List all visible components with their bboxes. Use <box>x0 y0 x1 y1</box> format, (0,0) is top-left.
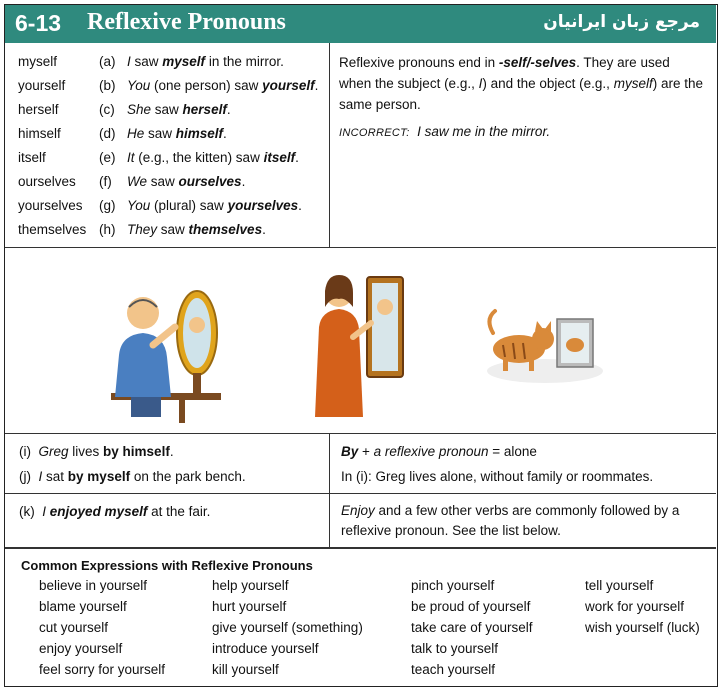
expression-item: tell yourself <box>585 578 654 593</box>
example-label: (f) <box>99 174 112 189</box>
pronoun-label: herself <box>18 102 59 117</box>
pronoun-label: itself <box>18 150 46 165</box>
example-label: (c) <box>99 102 115 117</box>
example-label: (a) <box>99 54 116 69</box>
section-title: Reflexive Pronouns <box>87 9 286 35</box>
expression-item: introduce yourself <box>212 641 319 656</box>
divider <box>5 247 716 248</box>
kitten-mirror-illustration <box>485 305 605 385</box>
pronoun-label: ourselves <box>18 174 76 189</box>
divider <box>5 493 716 494</box>
expression-item: blame yourself <box>39 599 127 614</box>
man-mirror-illustration <box>101 275 231 425</box>
expression-item: help yourself <box>212 578 289 593</box>
enjoy-explanation: Enjoy and a few other verbs are commonly followed by a reflexive pronoun. See the list below. <box>341 503 680 538</box>
page-frame <box>4 4 718 687</box>
expression-item: talk to yourself <box>411 641 499 656</box>
divider <box>329 43 330 248</box>
example-j: (j) I sat by myself on the park bench. <box>19 469 246 484</box>
example-sentence: You (one person) saw yourself. <box>127 78 319 93</box>
example-i: (i) Greg lives by himself. <box>19 444 174 459</box>
chart-header <box>5 5 716 43</box>
expression-item: give yourself (something) <box>212 620 363 635</box>
expression-item: take care of yourself <box>411 620 533 635</box>
example-label: (e) <box>99 150 116 165</box>
example-sentence: We saw ourselves. <box>127 174 246 189</box>
example-k: (k) I enjoyed myself at the fair. <box>19 504 211 519</box>
example-sentence: He saw himself. <box>127 126 227 141</box>
common-expressions-heading: Common Expressions with Reflexive Pronouns <box>21 558 313 573</box>
publisher-label: مرجع زبان ایرانیان <box>543 12 700 32</box>
by-explanation-detail: In (i): Greg lives alone, without family or roommates. <box>341 469 654 484</box>
expression-item: kill yourself <box>212 662 279 677</box>
example-sentence: They saw themselves. <box>127 222 266 237</box>
by-explanation: By + a reflexive pronoun = alone <box>341 444 537 459</box>
example-sentence: You (plural) saw yourselves. <box>127 198 302 213</box>
example-sentence: I saw myself in the mirror. <box>127 54 284 69</box>
divider <box>5 433 716 434</box>
section-number: 6-13 <box>15 10 62 36</box>
example-sentence: It (e.g., the kitten) saw itself. <box>127 150 299 165</box>
expression-item: hurt yourself <box>212 599 287 614</box>
explanation-reflexive: Reflexive pronouns end in -self/-selves. They are used when the subject (e.g., I) and the object (e.g., myself) are the same person. <box>339 55 703 112</box>
expression-item: pinch yourself <box>411 578 495 593</box>
woman-mirror-illustration <box>305 267 415 427</box>
divider <box>5 547 716 549</box>
expression-item: work for yourself <box>585 599 685 614</box>
incorrect-example: INCORRECT: I saw me in the mirror. <box>339 124 551 139</box>
example-label: (b) <box>99 78 116 93</box>
expression-item: cut yourself <box>39 620 109 635</box>
pronoun-label: themselves <box>18 222 87 237</box>
expression-item: believe in yourself <box>39 578 148 593</box>
example-label: (d) <box>99 126 116 141</box>
example-sentence: She saw herself. <box>127 102 231 117</box>
expression-item: enjoy yourself <box>39 641 123 656</box>
expression-item: be proud of yourself <box>411 599 531 614</box>
pronoun-label: yourself <box>18 78 66 93</box>
example-label: (g) <box>99 198 116 213</box>
pronoun-label: myself <box>18 54 58 69</box>
expression-item: feel sorry for yourself <box>39 662 166 677</box>
divider <box>329 433 330 547</box>
expression-item: teach yourself <box>411 662 496 677</box>
expression-item: wish yourself (luck) <box>585 620 700 635</box>
example-label: (h) <box>99 222 116 237</box>
pronoun-label: yourselves <box>18 198 83 213</box>
pronoun-label: himself <box>18 126 61 141</box>
